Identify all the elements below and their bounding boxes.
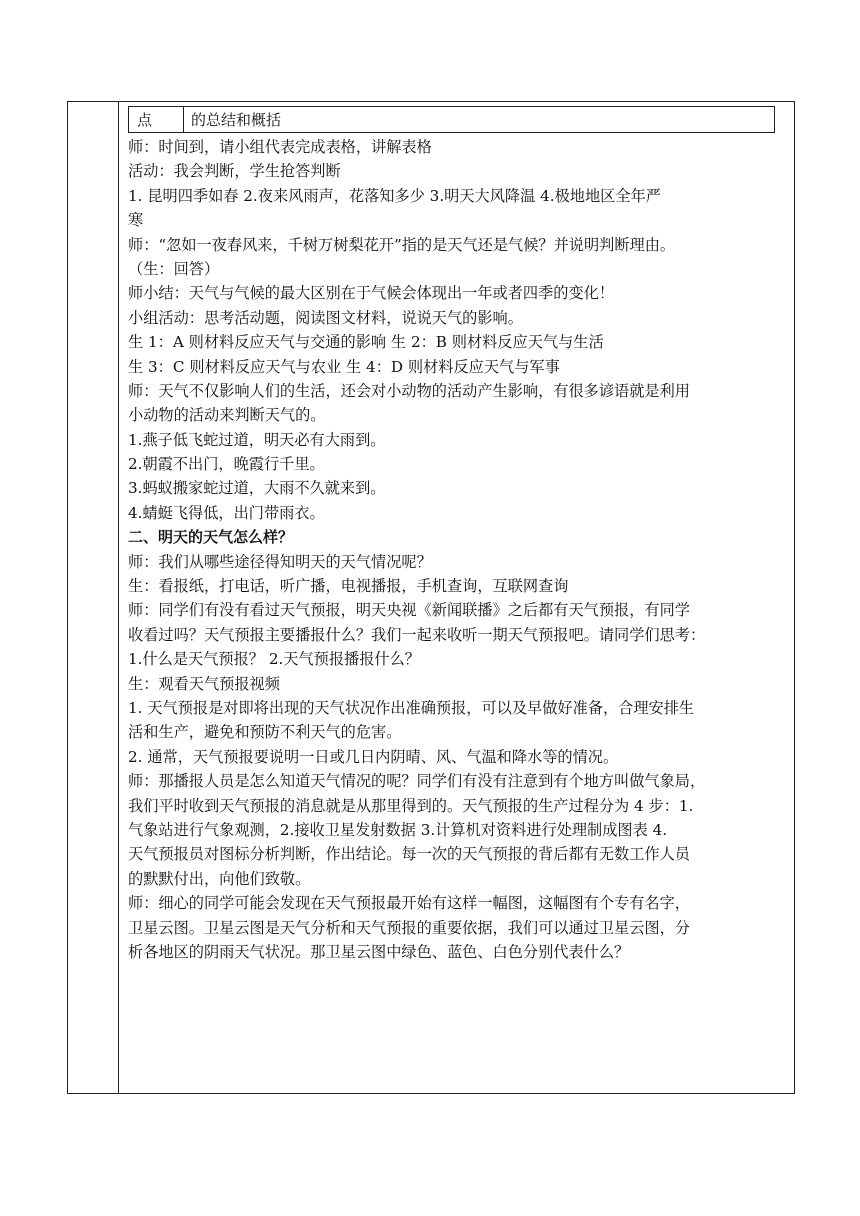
text-line: 师小结：天气与气候的最大区别在于气候会体现出一年或者四季的变化！ bbox=[128, 284, 614, 303]
text-line: 师：同学们有没有看过天气预报，明天央视《新闻联播》之后都有天气预报，有同学 bbox=[128, 601, 690, 620]
text-line: 卫星云图。卫星云图是天气分析和天气预报的重要依据，我们可以通过卫星云图，分 bbox=[128, 918, 690, 937]
table-bottom-border bbox=[67, 1093, 795, 1094]
text-line: 生：观看天气预报视频 bbox=[128, 674, 280, 693]
table-top-border bbox=[67, 101, 795, 102]
text-line: 师：天气不仅影响人们的生活，还会对小动物的活动产生影响，有很多谚语就是利用 bbox=[128, 381, 690, 400]
text-line: 气象站进行气象观测，2.接收卫星发射数据 3.计算机对资料进行处理制成图表 4. bbox=[128, 820, 668, 839]
table-right-border bbox=[794, 101, 795, 1094]
table-left-border bbox=[67, 101, 68, 1094]
inner-table-left-cell: 点 bbox=[137, 111, 153, 129]
text-line: 小动物的活动来判断天气的。 bbox=[128, 406, 326, 425]
text-line: 生 3：C 则材料反应天气与农业 生 4：D 则材料反应天气与军事 bbox=[128, 357, 560, 376]
text-line: 2.朝霞不出门，晚霞行千里。 bbox=[128, 455, 325, 474]
text-line: 天气预报员对图标分析判断，作出结论。每一次的天气预报的背后都有无数工作人员 bbox=[128, 845, 690, 864]
text-line: 师：“忽如一夜春风来，千树万树梨花开”指的是天气还是气候？并说明判断理由。 bbox=[128, 235, 676, 254]
text-line: 析各地区的阴雨天气状况。那卫星云图中绿色、蓝色、白色分别代表什么？ bbox=[128, 942, 630, 961]
section-heading: 二、明天的天气怎么样？ bbox=[128, 528, 294, 547]
text-line: 收看过吗？天气预报主要播报什么？我们一起来收听一期天气预报吧。请同学们思考： bbox=[128, 625, 706, 644]
text-line: 寒 bbox=[128, 211, 144, 230]
text-line: 3.蚂蚁搬家蛇过道，大雨不久就来到。 bbox=[128, 479, 386, 498]
text-line: 小组活动：思考活动题，阅读图文材料，说说天气的影响。 bbox=[128, 308, 523, 327]
text-line: 2. 通常，天气预报要说明一日或几日内阴晴、风、气温和降水等的情况。 bbox=[128, 747, 619, 766]
text-line: 1.什么是天气预报？ 2.天气预报播报什么？ bbox=[128, 650, 420, 669]
text-line: 活和生产，避免和预防不利天气的危害。 bbox=[128, 723, 402, 742]
text-line: 1. 天气预报是对即将出现的天气状况作出准确预报，可以及早做好准备，合理安排生 bbox=[128, 698, 695, 717]
text-line: 生 1：A 则材料反应天气与交通的影响 生 2：B 则材料反应天气与生活 bbox=[128, 333, 604, 352]
text-line: 师：时间到，请小组代表完成表格，讲解表格 bbox=[128, 138, 432, 156]
text-line: 1.燕子低飞蛇过道，明天必有大雨到。 bbox=[128, 430, 386, 449]
lesson-content bbox=[128, 135, 778, 964]
text-line: 4.蜻蜓飞得低，出门带雨衣。 bbox=[128, 503, 325, 522]
text-line: 生：看报纸，打电话，听广播，电视播报，手机查询，互联网查询 bbox=[128, 577, 569, 596]
text-line: 1. 昆明四季如春 2.夜来风雨声，花落知多少 3.明天大风降温 4.极地地区全年严 bbox=[128, 186, 661, 205]
table-column-divider bbox=[118, 101, 119, 1094]
inner-table-right-cell: 的总结和概括 bbox=[191, 111, 282, 129]
text-line: 师：那播报人员是怎么知道天气情况的呢？同学们有没有注意到有个地方叫做气象局， bbox=[128, 772, 706, 791]
inner-table-divider bbox=[183, 107, 184, 132]
text-line: 师：细心的同学可能会发现在天气预报最开始有这样一幅图，这幅图有个专有名字， bbox=[128, 894, 690, 913]
text-line: 师：我们从哪些途径得知明天的天气情况呢？ bbox=[128, 552, 432, 571]
text-line: （生：回答） bbox=[128, 259, 220, 278]
text-line: 我们平时收到天气预报的消息就是从那里得到的。天气预报的生产过程分为 4 步：1. bbox=[128, 796, 694, 815]
inner-table-row bbox=[128, 106, 775, 133]
text-line: 的默默付出，向他们致敬。 bbox=[128, 869, 311, 888]
text-line: 活动：我会判断，学生抢答判断 bbox=[128, 162, 341, 181]
